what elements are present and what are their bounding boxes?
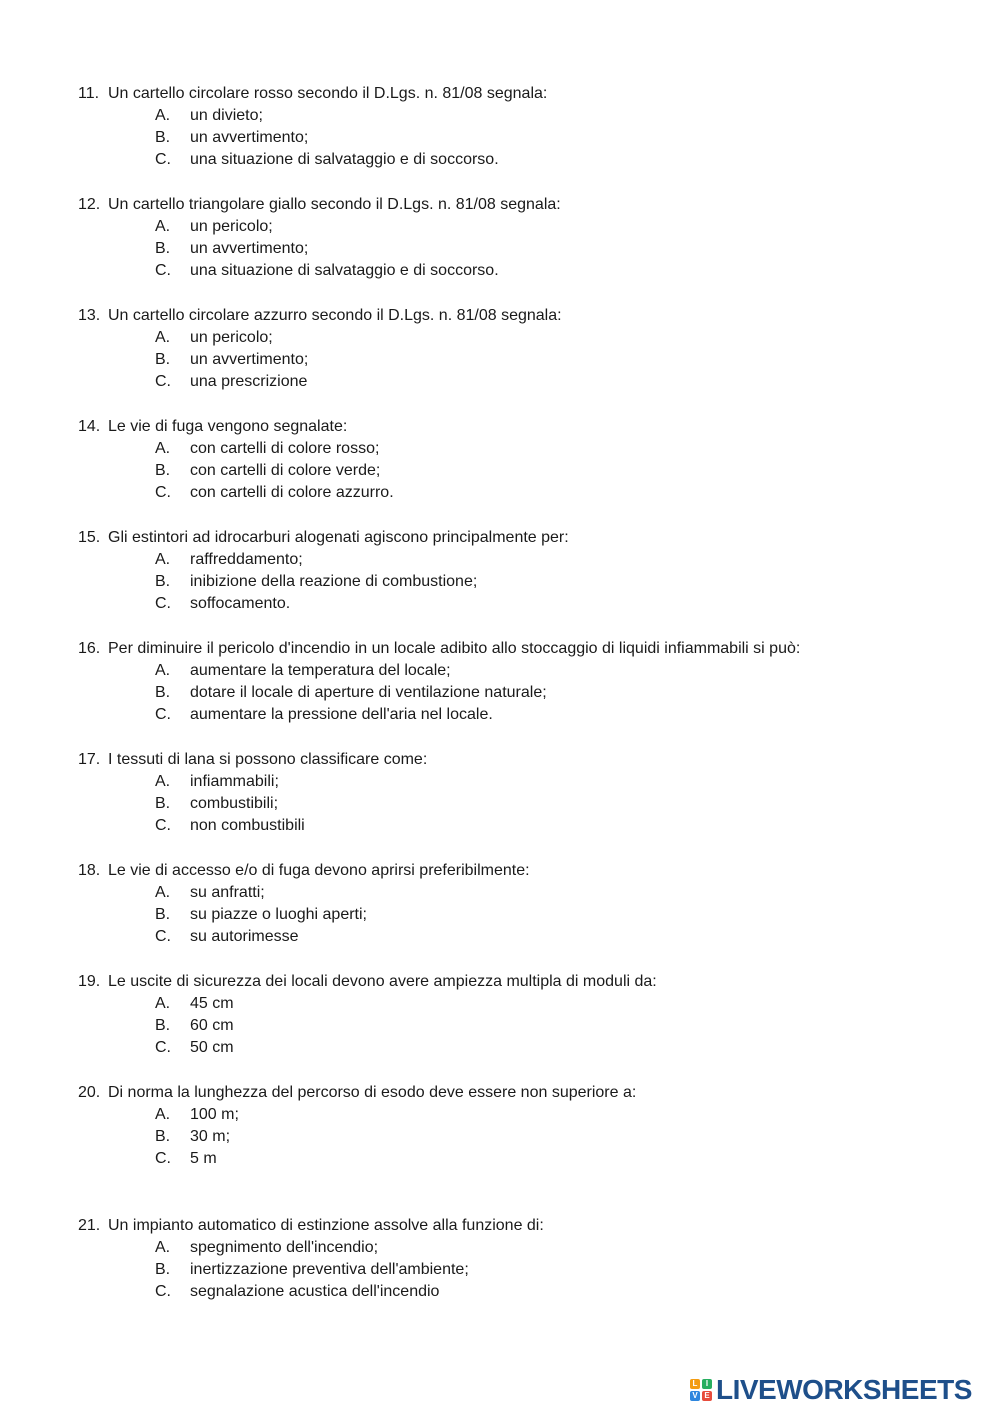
option-text: 100 m;: [190, 1106, 239, 1123]
option-b[interactable]: [0, 1259, 1000, 1281]
option-b[interactable]: [0, 460, 1000, 482]
option-text: aumentare la temperatura del locale;: [190, 662, 451, 679]
option-text: una situazione di salvataggio e di soccorso.: [190, 262, 499, 280]
option-text: non combustibili: [190, 817, 305, 835]
question-14: [0, 416, 1000, 505]
option-c[interactable]: [0, 1037, 1000, 1059]
option-text: segnalazione acustica dell'incendio: [190, 1283, 440, 1301]
question-20: [0, 1082, 1000, 1171]
question-line: [0, 527, 1000, 549]
question-17: [0, 749, 1000, 838]
question-line: [0, 1215, 1000, 1237]
question-number: 15.: [78, 529, 101, 546]
option-letter: C.: [155, 1039, 171, 1057]
question-15: [0, 527, 1000, 616]
question-19: [0, 971, 1000, 1060]
option-b[interactable]: [0, 238, 1000, 260]
option-a[interactable]: [0, 993, 1000, 1015]
option-text: 30 m;: [190, 1128, 231, 1146]
question-text: Di norma la lunghezza del percorso di esodo deve essere non superiore a:: [108, 1084, 637, 1101]
question-line: [0, 860, 1000, 882]
question-number: 21.: [78, 1217, 101, 1234]
option-text: un avvertimento;: [190, 240, 309, 258]
liveworksheets-logo: [690, 1375, 972, 1405]
option-a[interactable]: [0, 438, 1000, 460]
option-letter: C.: [155, 373, 171, 391]
option-letter: A.: [155, 551, 171, 568]
logo-text: LIVEWORKSHEETS: [716, 1374, 972, 1405]
option-c[interactable]: [0, 371, 1000, 393]
option-letter: A.: [155, 773, 171, 790]
option-a[interactable]: [0, 216, 1000, 238]
question-13: [0, 305, 1000, 394]
question-text: Le vie di fuga vengono segnalate:: [108, 418, 348, 435]
option-b[interactable]: [0, 127, 1000, 149]
logo-square-l: L: [690, 1379, 700, 1389]
liveworksheets-logo-icon: [690, 1379, 712, 1401]
option-text: un divieto;: [190, 107, 263, 124]
question-text: Per diminuire il pericolo d'incendio in un locale adibito allo stoccaggio di liquidi infiammabili si può:: [108, 640, 801, 657]
option-c[interactable]: [0, 149, 1000, 171]
option-letter: B.: [155, 684, 171, 702]
question-number: 18.: [78, 862, 101, 879]
option-letter: A.: [155, 884, 171, 901]
option-b[interactable]: [0, 1015, 1000, 1037]
question-21: [0, 1215, 1000, 1304]
option-a[interactable]: [0, 549, 1000, 571]
option-a[interactable]: [0, 660, 1000, 682]
option-letter: A.: [155, 662, 171, 679]
option-letter: B.: [155, 351, 171, 369]
option-b[interactable]: [0, 793, 1000, 815]
option-text: un pericolo;: [190, 329, 273, 346]
option-text: spegnimento dell'incendio;: [190, 1239, 379, 1256]
option-c[interactable]: [0, 926, 1000, 948]
option-b[interactable]: [0, 1126, 1000, 1148]
option-letter: B.: [155, 462, 171, 480]
option-text: con cartelli di colore azzurro.: [190, 484, 394, 502]
option-letter: C.: [155, 484, 171, 502]
option-text: con cartelli di colore rosso;: [190, 440, 380, 457]
option-b[interactable]: [0, 904, 1000, 926]
question-number: 14.: [78, 418, 101, 435]
question-line: [0, 971, 1000, 993]
logo-square-v: V: [690, 1391, 700, 1401]
question-line: [0, 1082, 1000, 1104]
question-line: [0, 638, 1000, 660]
option-a[interactable]: [0, 771, 1000, 793]
option-c[interactable]: [0, 704, 1000, 726]
option-c[interactable]: [0, 1281, 1000, 1303]
question-number: 16.: [78, 640, 101, 657]
option-text: 60 cm: [190, 1017, 234, 1035]
logo-square-e: E: [702, 1391, 712, 1401]
question-line: [0, 194, 1000, 216]
option-b[interactable]: [0, 682, 1000, 704]
option-letter: C.: [155, 262, 171, 280]
option-text: infiammabili;: [190, 773, 279, 790]
option-text: soffocamento.: [190, 595, 291, 613]
option-text: una situazione di salvataggio e di soccorso.: [190, 151, 499, 169]
option-letter: A.: [155, 218, 171, 235]
question-number: 20.: [78, 1084, 101, 1101]
option-letter: C.: [155, 1283, 171, 1301]
question-number: 12.: [78, 196, 101, 213]
option-b[interactable]: [0, 571, 1000, 593]
option-text: 50 cm: [190, 1039, 234, 1057]
option-text: una prescrizione: [190, 373, 308, 391]
question-line: [0, 416, 1000, 438]
option-letter: B.: [155, 573, 171, 591]
option-text: con cartelli di colore verde;: [190, 462, 381, 480]
option-letter: C.: [155, 595, 171, 613]
option-letter: A.: [155, 1239, 171, 1256]
question-text: Le uscite di sicurezza dei locali devono avere ampiezza multipla di moduli da:: [108, 973, 657, 990]
question-text: Le vie di accesso e/o di fuga devono aprirsi preferibilmente:: [108, 862, 530, 879]
option-a[interactable]: [0, 1237, 1000, 1259]
option-text: un pericolo;: [190, 218, 273, 235]
question-line: [0, 83, 1000, 105]
option-letter: B.: [155, 1261, 171, 1279]
option-letter: C.: [155, 817, 171, 835]
option-text: 5 m: [190, 1150, 217, 1168]
option-c[interactable]: [0, 1148, 1000, 1170]
question-text: Un cartello circolare rosso secondo il D.Lgs. n. 81/08 segnala:: [108, 85, 548, 102]
option-letter: C.: [155, 1150, 171, 1168]
option-letter: A.: [155, 329, 171, 346]
question-12: [0, 194, 1000, 283]
option-text: combustibili;: [190, 795, 279, 813]
option-b[interactable]: [0, 349, 1000, 371]
question-11: [0, 83, 1000, 172]
question-line: [0, 749, 1000, 771]
option-c[interactable]: [0, 482, 1000, 504]
option-letter: C.: [155, 928, 171, 946]
option-letter: A.: [155, 1106, 171, 1123]
option-c[interactable]: [0, 260, 1000, 282]
question-number: 17.: [78, 751, 101, 768]
option-text: su anfratti;: [190, 884, 265, 901]
option-text: dotare il locale di aperture di ventilazione naturale;: [190, 684, 547, 702]
option-text: un avvertimento;: [190, 129, 309, 147]
option-text: un avvertimento;: [190, 351, 309, 369]
option-letter: A.: [155, 995, 171, 1012]
option-text: su autorimesse: [190, 928, 299, 946]
option-a[interactable]: [0, 882, 1000, 904]
option-letter: B.: [155, 240, 171, 258]
option-letter: B.: [155, 1128, 171, 1146]
option-a[interactable]: [0, 105, 1000, 127]
option-letter: A.: [155, 107, 171, 124]
option-c[interactable]: [0, 815, 1000, 837]
question-text: Gli estintori ad idrocarburi alogenati agiscono principalmente per:: [108, 529, 569, 546]
option-letter: A.: [155, 440, 171, 457]
option-text: su piazze o luoghi aperti;: [190, 906, 367, 924]
option-text: inibizione della reazione di combustione;: [190, 573, 478, 591]
question-text: I tessuti di lana si possono classificare come:: [108, 751, 428, 768]
question-number: 19.: [78, 973, 101, 990]
option-text: raffreddamento;: [190, 551, 303, 568]
option-letter: B.: [155, 795, 171, 813]
option-c[interactable]: [0, 593, 1000, 615]
option-letter: C.: [155, 151, 171, 169]
question-16: [0, 638, 1000, 727]
option-text: 45 cm: [190, 995, 234, 1012]
question-text: Un cartello circolare azzurro secondo il D.Lgs. n. 81/08 segnala:: [108, 307, 562, 324]
question-18: [0, 860, 1000, 949]
option-text: inertizzazione preventiva dell'ambiente;: [190, 1261, 469, 1279]
option-letter: B.: [155, 1017, 171, 1035]
logo-square-i: I: [702, 1379, 712, 1389]
question-text: Un cartello triangolare giallo secondo il D.Lgs. n. 81/08 segnala:: [108, 196, 561, 213]
option-letter: B.: [155, 129, 171, 147]
question-line: [0, 305, 1000, 327]
option-letter: C.: [155, 706, 171, 724]
option-letter: B.: [155, 906, 171, 924]
question-text: Un impianto automatico di estinzione assolve alla funzione di:: [108, 1217, 544, 1234]
question-number: 11.: [78, 85, 100, 102]
option-text: aumentare la pressione dell'aria nel locale.: [190, 706, 493, 724]
option-a[interactable]: [0, 1104, 1000, 1126]
option-a[interactable]: [0, 327, 1000, 349]
question-number: 13.: [78, 307, 101, 324]
